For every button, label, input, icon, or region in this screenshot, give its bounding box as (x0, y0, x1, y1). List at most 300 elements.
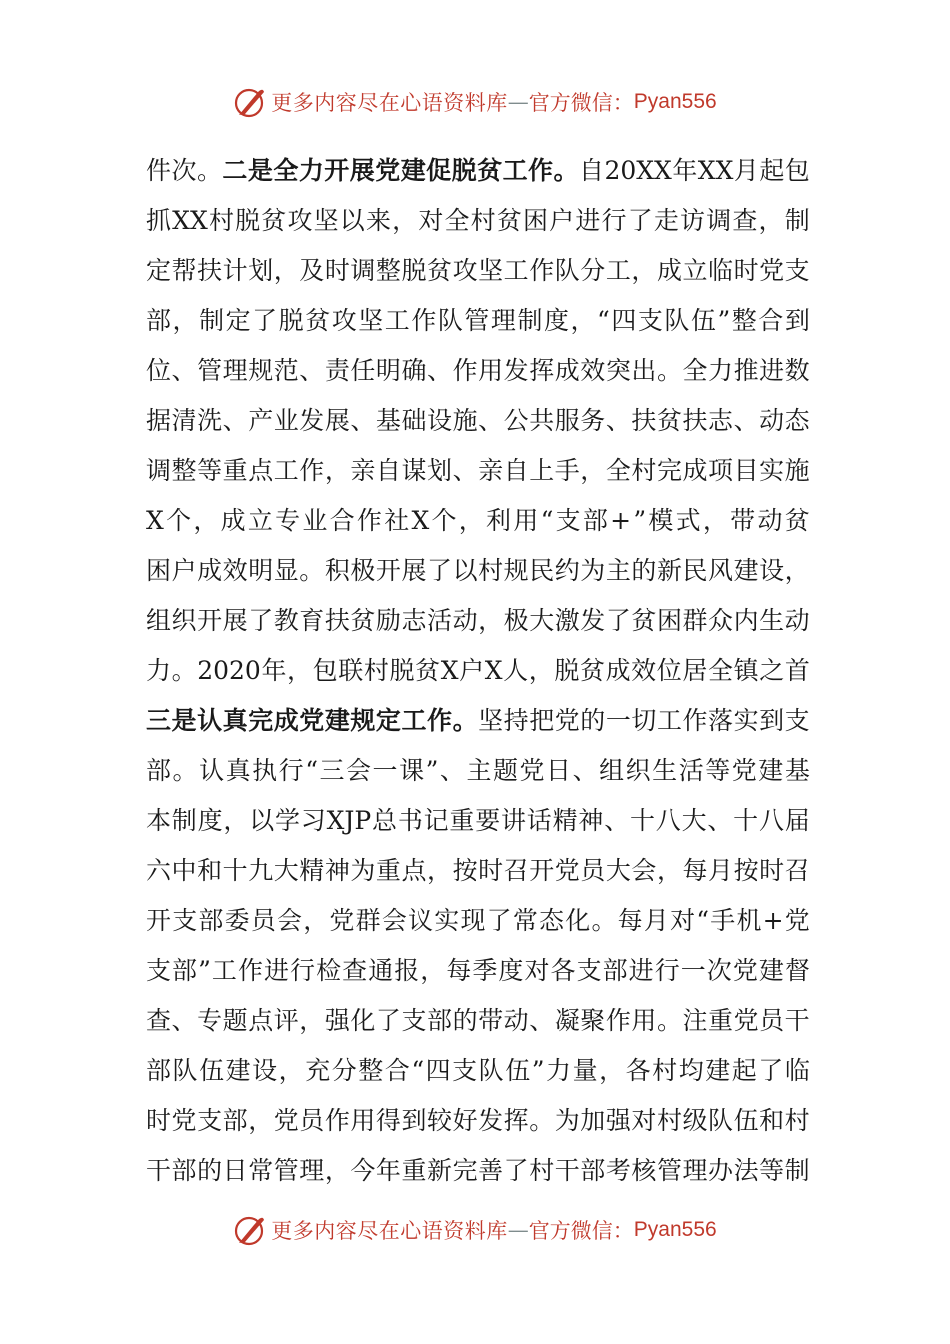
text-glyph: 和 (759, 1106, 785, 1135)
text-glyph: 展 (324, 406, 350, 435)
text-glyph: ， (631, 256, 657, 285)
text-glyph: 了 (248, 606, 274, 635)
text-glyph: 机 (736, 906, 762, 935)
text-glyph: 主 (605, 556, 631, 585)
text-glyph: 为 (580, 556, 606, 585)
text-glyph: 开 (375, 556, 401, 585)
text-glyph: 查 (732, 206, 758, 235)
text-glyph: 起 (759, 156, 785, 185)
text-glyph: 。 (299, 556, 325, 585)
text-glyph: 干 (554, 1156, 580, 1185)
text-glyph: 员 (759, 1006, 785, 1035)
text-glyph: 次 (171, 156, 197, 185)
text-glyph: 一 (605, 706, 631, 735)
text-glyph: 个 (166, 506, 192, 535)
text-glyph: 建 (705, 1056, 731, 1085)
text-glyph: 访 (680, 206, 706, 235)
text-glyph: 明 (375, 356, 401, 385)
text-glyph: 风 (708, 556, 734, 585)
text-glyph: 出 (631, 356, 657, 385)
text-glyph: 坚 (478, 706, 504, 735)
text-glyph: 力 (298, 156, 324, 185)
text-glyph: 委 (224, 906, 250, 935)
text-glyph: 业 (302, 506, 328, 535)
text-glyph: 部 (222, 1106, 248, 1135)
text-glyph: 脱 (401, 256, 427, 285)
text-glyph: 群 (682, 606, 708, 635)
text-glyph: 成 (605, 656, 631, 685)
text-glyph: ” (531, 1056, 545, 1085)
text-glyph: ， (324, 1156, 350, 1185)
text-line (146, 246, 810, 296)
text-glyph: ” (633, 506, 647, 535)
text-glyph: 生 (759, 606, 785, 635)
text-glyph: 支 (576, 956, 602, 985)
text-glyph: 发 (580, 606, 606, 635)
text-glyph: 三 (319, 756, 345, 785)
text-line (146, 946, 810, 996)
text-glyph: 居 (682, 656, 708, 685)
text-glyph: 落 (708, 706, 734, 735)
text-glyph: 队 (554, 256, 580, 285)
text-glyph: 贫 (427, 256, 453, 285)
text-glyph: 伍 (505, 1056, 531, 1085)
text-glyph: 群 (355, 906, 381, 935)
text-glyph: 四 (611, 306, 637, 335)
text-glyph: 部 (146, 306, 172, 335)
text-glyph: 进 (575, 206, 601, 235)
text-glyph: 次 (706, 956, 732, 985)
text-glyph: 务 (580, 406, 606, 435)
text-glyph: 六 (146, 856, 172, 885)
text-glyph: 产 (248, 406, 274, 435)
text-glyph: 贫 (305, 306, 331, 335)
text-glyph: ， (287, 656, 313, 685)
text-glyph: 点 (248, 1006, 274, 1035)
text-glyph: 工 (273, 456, 299, 485)
text-glyph: 利 (486, 506, 512, 535)
text-glyph: 会 (381, 906, 407, 935)
text-glyph: ， (570, 306, 596, 335)
text-line (146, 1096, 810, 1146)
watermark-wechat-id: Pyan556 (633, 90, 717, 113)
text-glyph: 村 (652, 1056, 678, 1085)
text-glyph: 自 (503, 456, 529, 485)
text-glyph: 规 (248, 356, 274, 385)
text-glyph: 成 (197, 556, 223, 585)
text-glyph: ， (420, 956, 446, 985)
text-glyph: 公 (503, 406, 529, 435)
text-glyph: 、 (427, 356, 453, 385)
text-glyph: ， (278, 1056, 304, 1085)
text-glyph: X (484, 656, 503, 685)
text-glyph: 目 (733, 456, 759, 485)
text-glyph: 洗 (197, 406, 223, 435)
text-glyph: 贫 (656, 406, 682, 435)
text-glyph: 带 (478, 1006, 504, 1035)
text-glyph: 队 (478, 1056, 504, 1085)
text-glyph: 是 (247, 156, 273, 185)
text-glyph: 动 (503, 1006, 529, 1035)
text-glyph: 注 (682, 1006, 708, 1035)
text-glyph: 党 (731, 756, 757, 785)
text-glyph: 作 (324, 1106, 350, 1135)
text-glyph: 志 (401, 606, 427, 635)
text-line (146, 596, 810, 646)
watermark-wechat-id: Pyan556 (633, 1218, 717, 1241)
text-glyph: ， (248, 1106, 274, 1135)
text-glyph: 作 (528, 156, 554, 185)
text-glyph: 活 (427, 606, 453, 635)
text-glyph: 的 (197, 1156, 223, 1185)
text-glyph: 成 (273, 706, 299, 735)
text-glyph: 成 (220, 506, 246, 535)
text-glyph: “ (597, 306, 610, 335)
text-glyph: 年 (672, 156, 698, 185)
text-glyph: 自 (578, 156, 604, 185)
text-glyph: 以 (452, 556, 478, 585)
text-glyph: 等 (705, 756, 731, 785)
text-glyph: 度 (197, 806, 223, 835)
text-glyph: 发 (503, 356, 529, 385)
text-glyph: 支 (784, 706, 810, 735)
text-glyph: 工 (211, 956, 237, 985)
text-glyph: ， (528, 656, 554, 685)
quill-logo-icon (233, 1213, 267, 1247)
text-glyph: 以 (249, 806, 275, 835)
text-glyph: 精 (299, 856, 325, 885)
text-glyph: ， (299, 1006, 325, 1035)
text-glyph: 制 (784, 1156, 810, 1185)
text-glyph: 据 (146, 406, 172, 435)
text-glyph: ， (478, 606, 504, 635)
text-glyph: 召 (503, 856, 529, 885)
text-glyph: 一 (372, 756, 398, 785)
text-glyph: 整 (171, 456, 197, 485)
text-glyph: 伍 (733, 1106, 759, 1135)
text-glyph: 起 (731, 1056, 757, 1085)
text-glyph: 会 (277, 906, 303, 935)
text-glyph: 攻 (287, 206, 313, 235)
text-glyph: 分 (331, 1056, 357, 1085)
text-glyph: 进 (264, 956, 290, 985)
text-glyph: 联 (338, 656, 364, 685)
text-glyph: 支 (784, 256, 810, 285)
watermark-wechat-label: 官方微信： (528, 1219, 634, 1243)
text-glyph: 临 (784, 1056, 810, 1085)
text-glyph: 部 (427, 1006, 453, 1035)
text-glyph: 部 (582, 506, 608, 535)
text-glyph: XX (172, 206, 208, 235)
text-glyph: 善 (478, 1156, 504, 1185)
text-glyph: 脱 (554, 656, 580, 685)
text-glyph: 、 (299, 356, 325, 385)
text-glyph: ” (717, 306, 731, 335)
text-glyph: 生 (652, 756, 678, 785)
text-glyph: 了 (627, 206, 653, 235)
text-glyph: 上 (529, 456, 555, 485)
text-glyph: 建 (324, 706, 350, 735)
text-glyph: 开 (197, 606, 223, 635)
text-glyph: 态 (539, 906, 565, 935)
text-glyph: 时 (733, 256, 759, 285)
text-glyph: 实 (434, 906, 460, 935)
text-glyph: 精 (552, 806, 578, 835)
text-glyph: 户 (171, 556, 197, 585)
text-glyph: 户 (459, 656, 485, 685)
text-glyph: 对 (670, 906, 696, 935)
text-glyph: 用 (350, 1106, 376, 1135)
text-glyph: 理 (490, 306, 516, 335)
text-glyph: 作 (411, 306, 437, 335)
text-glyph: 、 (733, 406, 759, 435)
text-glyph: 凝 (554, 1006, 580, 1035)
text-glyph: 月 (733, 156, 759, 185)
text-glyph: 。 (529, 1106, 555, 1135)
text-glyph: ， (427, 856, 453, 885)
text-glyph: 合 (329, 506, 355, 535)
text-glyph: 个 (431, 506, 457, 535)
text-glyph: 施 (452, 406, 478, 435)
text-glyph: 内 (733, 606, 759, 635)
text-glyph: 伍 (690, 306, 716, 335)
text-glyph: 点 (248, 456, 274, 485)
text-glyph: 定 (225, 306, 251, 335)
text-glyph: 作 (452, 356, 478, 385)
text-glyph: 开 (324, 156, 350, 185)
text-glyph: 了 (758, 1056, 784, 1085)
text-glyph: 20XX (604, 156, 672, 185)
text-glyph: 行 (654, 956, 680, 985)
text-glyph: 。 (591, 906, 617, 935)
text-glyph: 支 (172, 906, 198, 935)
text-glyph: 神 (324, 856, 350, 885)
text-glyph: 度 (543, 306, 569, 335)
text-glyph: 亲 (478, 456, 504, 485)
text-glyph: 年 (261, 656, 287, 685)
text-glyph: ” (425, 756, 439, 785)
document-body (146, 146, 810, 1196)
text-glyph: 队 (172, 1056, 198, 1085)
text-glyph: 十 (629, 806, 655, 835)
text-glyph: “ (411, 1056, 425, 1085)
text-glyph: ， (656, 856, 682, 885)
text-glyph: 贫 (350, 606, 376, 635)
text-glyph: 效 (580, 356, 606, 385)
text-glyph: 用 (513, 506, 539, 535)
text-glyph: 挥 (529, 356, 555, 385)
text-glyph: 工 (384, 306, 410, 335)
text-glyph: 分 (580, 256, 606, 285)
text-glyph: 临 (708, 256, 734, 285)
text-glyph: 作 (605, 1006, 631, 1035)
text-glyph: 查 (146, 1006, 172, 1035)
text-glyph: 定 (146, 256, 172, 285)
text-glyph: 党 (375, 156, 401, 185)
text-glyph: 全 (708, 656, 734, 685)
text-glyph: 题 (492, 756, 518, 785)
text-glyph: “ (305, 756, 318, 785)
text-glyph: 党 (784, 906, 810, 935)
text-glyph: ， (784, 556, 810, 585)
text-glyph: 扶 (682, 406, 708, 435)
text-glyph: 时 (146, 1106, 172, 1135)
text-glyph: 。 (553, 156, 579, 185)
text-glyph: 、 (439, 756, 465, 785)
text-glyph: 二 (222, 156, 248, 185)
text-glyph: 贫 (415, 656, 441, 685)
text-glyph: ， (303, 906, 329, 935)
text-glyph: 建 (400, 156, 426, 185)
text-glyph: 作 (299, 456, 325, 485)
text-glyph: ， (273, 256, 299, 285)
text-glyph: 任 (350, 356, 376, 385)
text-glyph: 作 (427, 706, 453, 735)
text-glyph: 大 (681, 806, 707, 835)
text-glyph: 习 (300, 806, 326, 835)
text-glyph: 村 (656, 1106, 682, 1135)
text-glyph: 合 (758, 306, 784, 335)
text-glyph: 行 (278, 756, 304, 785)
text-glyph: 理 (682, 1156, 708, 1185)
text-glyph: 、 (478, 406, 504, 435)
text-glyph: 核 (631, 1156, 657, 1185)
text-glyph: 发 (478, 1106, 504, 1135)
text-glyph: 划 (427, 456, 453, 485)
text-glyph: 设 (252, 1056, 278, 1085)
text-glyph: ， (758, 206, 784, 235)
text-glyph: 员 (250, 906, 276, 935)
text-glyph: 本 (146, 806, 172, 835)
text-glyph: “ (540, 506, 554, 535)
text-glyph: 按 (452, 856, 478, 885)
text-glyph: 极 (503, 606, 529, 635)
text-glyph: 。 (452, 706, 478, 735)
text-glyph: 贫 (579, 656, 605, 685)
text-glyph: 工 (503, 256, 529, 285)
text-glyph: 坚 (358, 306, 384, 335)
text-glyph: X (411, 506, 430, 535)
text-glyph: 充 (305, 1056, 331, 1085)
text-glyph: 、 (604, 806, 630, 835)
text-glyph: 织 (625, 756, 651, 785)
text-glyph: ， (458, 506, 484, 535)
text-glyph: 专 (275, 506, 301, 535)
text-glyph: 了 (503, 1156, 529, 1185)
text-glyph: 手 (554, 456, 580, 485)
text-glyph: 发 (299, 406, 325, 435)
text-glyph: 人 (503, 656, 529, 685)
text-glyph: 通 (368, 956, 394, 985)
text-glyph: 员 (299, 1106, 325, 1135)
text-glyph: 伍 (199, 1056, 225, 1085)
text-glyph: 化 (350, 1006, 376, 1035)
text-glyph: 常 (512, 906, 538, 935)
text-glyph: 是 (171, 706, 197, 735)
text-glyph: 位 (656, 656, 682, 685)
text-glyph: 社 (384, 506, 410, 535)
text-glyph: 用 (478, 356, 504, 385)
text-line (146, 1046, 810, 1096)
text-glyph: 真 (222, 706, 248, 735)
text-glyph: 党 (273, 1106, 299, 1135)
text-glyph: 调 (146, 456, 172, 485)
text-glyph: 合 (384, 1056, 410, 1085)
text-glyph: X (440, 656, 459, 685)
text-glyph: 较 (427, 1106, 453, 1135)
text-glyph: 式 (675, 506, 701, 535)
text-glyph: 扶 (197, 256, 223, 285)
text-glyph: 时 (324, 256, 350, 285)
text-glyph: 部 (602, 956, 628, 985)
text-glyph: 亲 (350, 456, 376, 485)
text-glyph: 重 (401, 1156, 427, 1185)
text-glyph: 整 (731, 306, 757, 335)
text-glyph: 专 (197, 1006, 223, 1035)
watermark-separator: — (507, 90, 529, 114)
text-glyph: 进 (628, 956, 654, 985)
text-glyph: 神 (578, 806, 604, 835)
text-glyph: ， (193, 506, 219, 535)
text-line (146, 746, 810, 796)
text-glyph: 月 (643, 906, 669, 935)
text-glyph: 党 (519, 756, 545, 785)
text-glyph: 开 (529, 856, 555, 885)
text-glyph: 规 (503, 556, 529, 585)
text-glyph: 动 (759, 406, 785, 435)
text-glyph: 对 (524, 956, 550, 985)
text-glyph: 会 (346, 756, 372, 785)
text-glyph: 服 (554, 406, 580, 435)
text-glyph: 织 (171, 606, 197, 635)
text-glyph: 开 (146, 906, 172, 935)
text-glyph: 础 (401, 406, 427, 435)
text-line (146, 446, 810, 496)
text-glyph: 清 (171, 406, 197, 435)
text-glyph: 建 (758, 756, 784, 785)
text-glyph: ， (580, 456, 606, 485)
text-glyph: 重 (375, 856, 401, 885)
text-glyph: 队 (664, 306, 690, 335)
text-glyph: 扶 (631, 406, 657, 435)
text-glyph: 为 (554, 1106, 580, 1135)
text-glyph: 整 (375, 256, 401, 285)
text-glyph: 今 (350, 1156, 376, 1185)
text-glyph: 施 (784, 456, 810, 485)
text-glyph: ， (324, 456, 350, 485)
text-glyph: 村 (631, 456, 657, 485)
text-glyph: 力 (146, 656, 172, 685)
text-glyph: 量 (572, 1056, 598, 1085)
text-glyph: 和 (197, 856, 223, 885)
text-glyph: 制 (199, 306, 225, 335)
text-glyph: 执 (252, 756, 278, 785)
text-glyph: 部 (580, 1156, 606, 1185)
text-glyph: 管 (656, 1156, 682, 1185)
text-glyph: 约 (554, 556, 580, 585)
text-glyph: 确 (401, 356, 427, 385)
text-glyph: 支 (555, 506, 581, 535)
text-glyph: 贫 (261, 206, 287, 235)
text-glyph: 制 (517, 306, 543, 335)
text-glyph: 脱 (389, 656, 415, 685)
text-glyph: 、 (350, 406, 376, 435)
text-glyph: 八 (758, 806, 784, 835)
text-line (146, 196, 810, 246)
text-glyph: 、 (452, 456, 478, 485)
text-glyph: 贫 (631, 606, 657, 635)
text-glyph: 进 (759, 356, 785, 385)
